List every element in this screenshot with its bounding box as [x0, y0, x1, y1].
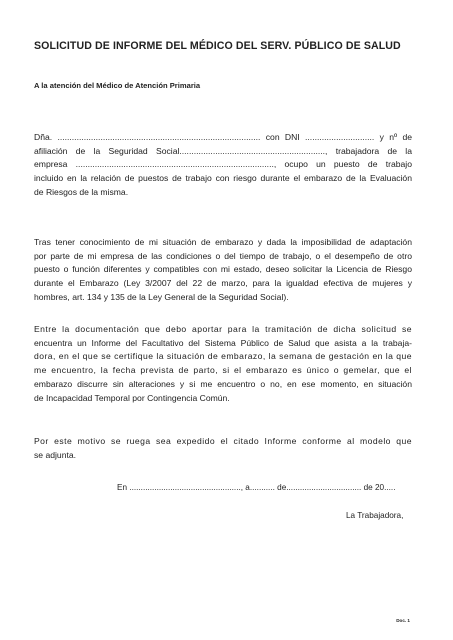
paragraph-line: hombres, art. 134 y 135 de la Ley General de la Seguridad Social). [34, 291, 289, 302]
paragraph-line: me encuentro, la fecha prevista de parto, si el embarazo es único o gemelar, que el [34, 365, 412, 376]
paragraph-line: dora, en el que se certifique la situación de embarazo, la semana de gestación en la que [34, 351, 412, 362]
signer-label: La Trabajadora, [346, 511, 404, 520]
paragraph-line: incluido en la relación de puestos de trabajo con riesgo durante el embarazo de la Evaluación [34, 173, 412, 184]
paragraph-line: de Incapacidad Temporal por Contingencia Común. [34, 392, 230, 403]
page-label: Doc. 1 [396, 618, 410, 623]
attention-line: A la atención del Médico de Atención Primaria [34, 81, 201, 90]
place-date-line: En ................................................., a........... de................................. de 20..... [117, 483, 396, 492]
paragraph-line: embarazo discurre sin alteraciones y si me encuentro o no, en ese momento, en situación [34, 378, 412, 389]
paragraph-applicant-details [34, 131, 412, 200]
paragraph-line: de Riesgos de la misma. [34, 186, 129, 197]
paragraph-license-request [34, 236, 412, 305]
paragraph-line: Dña. ..................................................................................... con DNI ............................. y nº de [34, 132, 412, 142]
paragraph-required-documentation [34, 323, 412, 405]
paragraph-line: Tras tener conocimiento de mi situación de embarazo y dada la imposibilidad de adaptación [34, 237, 412, 247]
paragraph-line: por parte de mi empresa de las condiciones o del tiempo de trabajo, o el desempeño de otro [34, 250, 412, 261]
paragraph-line: empresa ..................................................................................., ocupo un puesto de trabajo [34, 159, 412, 170]
paragraph-line: puesto o función diferentes y compatibles con mi estado, deseo solicitar la Licencia de Riesgo [34, 264, 412, 275]
paragraph-line: durante el Embarazo (Ley 3/2007 del 22 de marzo, para la igualdad efectiva de mujeres y [34, 278, 412, 289]
paragraph-line: encuentra un Informe del Facultativo del Sistema Público de Salud que asista a la trabaja- [34, 337, 412, 348]
paragraph-closing-request [34, 435, 412, 462]
paragraph-line: afiliación de la Seguridad Social............................................................., trabajadora de la [34, 145, 412, 156]
document-title: SOLICITUD DE INFORME DEL MÉDICO DEL SERV. PÚBLICO DE SALUD [34, 40, 401, 52]
paragraph-line: se adjunta. [34, 449, 77, 460]
paragraph-line: Por este motivo se ruega sea expedido el citado Informe conforme al modelo que [34, 436, 412, 446]
paragraph-line: Entre la documentación que debo aportar para la tramitación de dicha solicitud se [34, 324, 412, 334]
